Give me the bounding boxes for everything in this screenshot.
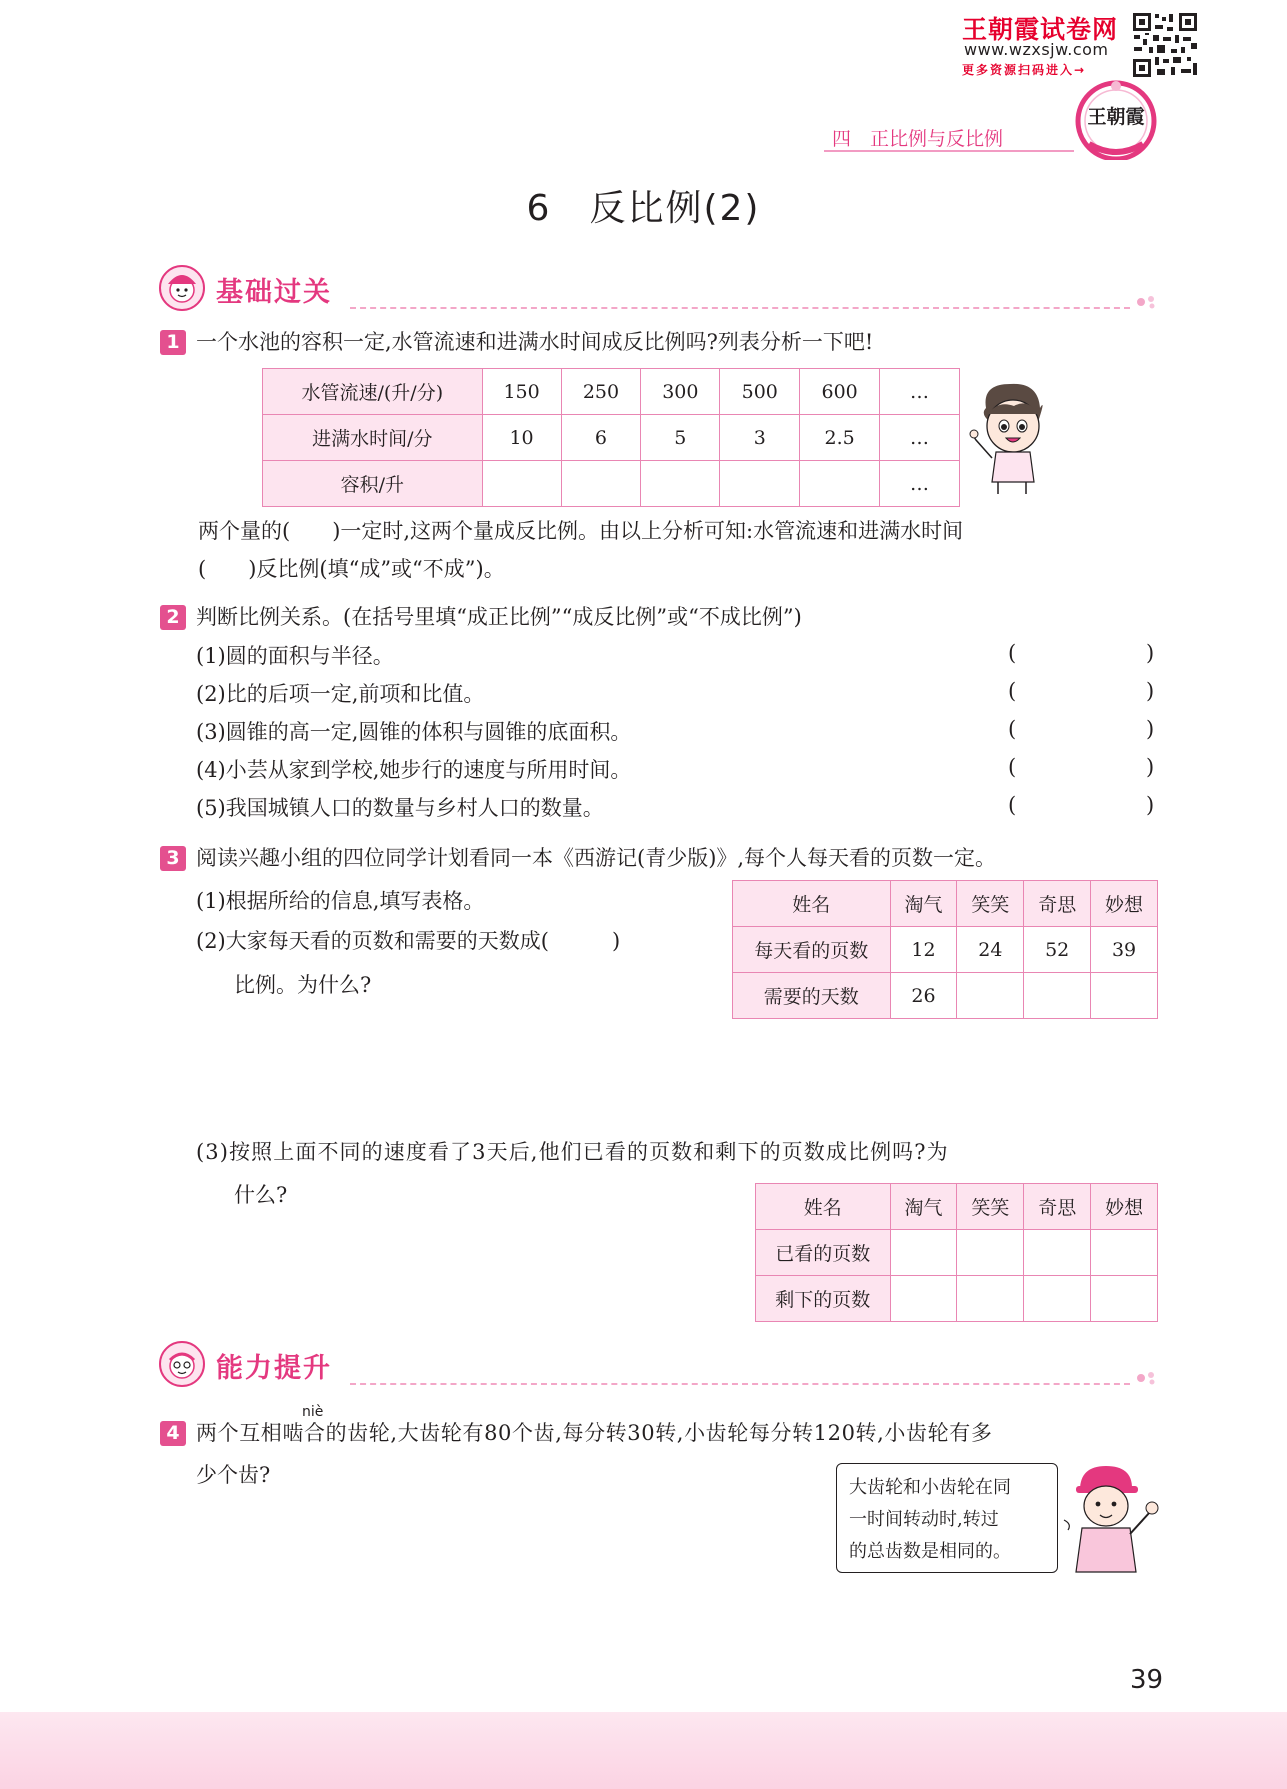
chapter-label: 四 正比例与反比例 [832, 128, 1004, 150]
answer-paren-open[interactable]: ( [1008, 679, 1017, 703]
section-title-advanced: 能力提升 [216, 1353, 332, 1384]
cartoon-worker-icon [1058, 1460, 1162, 1576]
answer-paren-close: ) [1146, 793, 1155, 817]
question-number-1: 1 [160, 330, 186, 355]
column-header: 奇思 [1024, 1184, 1091, 1230]
row-label: 剩下的页数 [756, 1276, 891, 1322]
answer-cell[interactable] [1091, 1230, 1158, 1276]
answer-cell[interactable] [890, 1276, 957, 1322]
table-row [756, 1230, 1158, 1276]
table-cell: 39 [1091, 927, 1158, 973]
answer-cell[interactable] [957, 1230, 1024, 1276]
answer-cell[interactable] [1091, 973, 1158, 1019]
q2-item-3: (3)圆锥的高一定,圆锥的体积与圆锥的底面积。 [196, 720, 632, 744]
answer-paren-close: ) [1146, 679, 1155, 703]
q3-table-2 [755, 1183, 1158, 1322]
table-cell: 150 [482, 369, 561, 415]
answer-cell[interactable] [957, 973, 1024, 1019]
q4-stem-line1: 两个互相啮合的齿轮,大齿轮有80个齿,每分转30转,小齿轮每分转120转,小齿轮有多 [196, 1421, 993, 1445]
q1-table [262, 368, 960, 507]
brand-url[interactable]: www.wzxsjw.com [964, 40, 1109, 59]
column-header: 奇思 [1024, 881, 1091, 927]
answer-cell[interactable] [1024, 1276, 1091, 1322]
column-header: 淘气 [890, 1184, 957, 1230]
q2-item-5: (5)我国城镇人口的数量与乡村人口的数量。 [196, 796, 604, 820]
answer-cell[interactable] [800, 461, 880, 507]
hint-line: 一时间转动时,转过 [849, 1509, 999, 1530]
column-header: 妙想 [1091, 1184, 1158, 1230]
row-label: 容积/升 [263, 461, 483, 507]
q1-stem: 一个水池的容积一定,水管流速和进满水时间成反比例吗?列表分析一下吧! [196, 330, 874, 354]
answer-cell[interactable] [957, 1276, 1024, 1322]
row-label: 需要的天数 [733, 973, 891, 1019]
table-cell: … [880, 369, 960, 415]
section-title-basic: 基础过关 [216, 277, 332, 308]
row-label: 已看的页数 [756, 1230, 891, 1276]
table-cell: 600 [800, 369, 880, 415]
q3-table-1 [732, 880, 1158, 1019]
decor-dots-icon [1136, 1371, 1158, 1385]
q2-item-1: (1)圆的面积与半径。 [196, 644, 394, 668]
brand-title: 王朝霞试卷网 [962, 15, 1119, 44]
column-header: 姓名 [733, 881, 891, 927]
answer-cell[interactable] [720, 461, 800, 507]
pinyin-annotation: niè [302, 1404, 324, 1420]
hint-line: 大齿轮和小齿轮在同 [849, 1477, 1011, 1498]
table-row [733, 927, 1158, 973]
table-cell: 24 [957, 927, 1024, 973]
q2-stem: 判断比例关系。(在括号里填“成正比例”“成反比例”或“不成比例”) [196, 605, 802, 629]
column-header: 笑笑 [957, 1184, 1024, 1230]
table-cell: 300 [641, 369, 720, 415]
brand-logo-text: 王朝霞 [1087, 106, 1145, 128]
q4-stem-line2: 少个齿? [196, 1463, 271, 1487]
answer-paren-open[interactable]: ( [1008, 755, 1017, 779]
row-label: 水管流速/(升/分) [263, 369, 483, 415]
hint-speech-bubble [836, 1463, 1058, 1573]
q2-item-2: (2)比的后项一定,前项和比值。 [196, 682, 485, 706]
column-header: 笑笑 [957, 881, 1024, 927]
table-cell: 5 [641, 415, 720, 461]
column-header: 姓名 [756, 1184, 891, 1230]
table-row [733, 973, 1158, 1019]
table-cell: 10 [482, 415, 561, 461]
cartoon-girl-icon [158, 264, 206, 312]
answer-cell[interactable] [1024, 1230, 1091, 1276]
table-row [263, 415, 960, 461]
table-cell: 52 [1024, 927, 1091, 973]
answer-paren-open[interactable]: ( [1008, 793, 1017, 817]
q3-sub3-line1: (3)按照上面不同的速度看了3天后,他们已看的页数和剩下的页数成比例吗?为 [196, 1140, 949, 1164]
q3-stem: 阅读兴趣小组的四位同学计划看同一本《西游记(青少版)》,每个人每天看的页数一定。 [196, 846, 997, 870]
table-cell: 2.5 [800, 415, 880, 461]
column-header: 妙想 [1091, 881, 1158, 927]
answer-paren-open[interactable]: ( [1008, 641, 1017, 665]
table-cell: 6 [561, 415, 641, 461]
table-cell: 500 [720, 369, 800, 415]
answer-paren-close: ) [1146, 755, 1155, 779]
row-label: 每天看的页数 [733, 927, 891, 973]
answer-paren-open[interactable]: ( [1008, 717, 1017, 741]
question-number-2: 2 [160, 605, 186, 630]
answer-cell[interactable] [641, 461, 720, 507]
table-row [263, 461, 960, 507]
qr-code-icon[interactable] [1131, 11, 1199, 79]
table-cell: 250 [561, 369, 641, 415]
answer-cell[interactable] [561, 461, 641, 507]
q3-sub2-line1: (2)大家每天看的页数和需要的天数成( ) [196, 929, 621, 953]
q2-item-4: (4)小芸从家到学校,她步行的速度与所用时间。 [196, 758, 632, 782]
question-number-4: 4 [160, 1421, 186, 1446]
column-header: 淘气 [890, 881, 957, 927]
table-row [263, 369, 960, 415]
table-row [756, 1276, 1158, 1322]
answer-cell[interactable] [482, 461, 561, 507]
answer-cell[interactable] [890, 1230, 957, 1276]
section-divider [350, 307, 1130, 309]
lesson-title: 6 反比例(2) [526, 188, 761, 229]
section-divider [350, 1383, 1130, 1385]
answer-paren-close: ) [1146, 641, 1155, 665]
answer-paren-close: ) [1146, 717, 1155, 741]
hint-line: 的总齿数是相同的。 [849, 1541, 1011, 1562]
table-cell: … [880, 461, 960, 507]
q3-sub3-line2: 什么? [234, 1183, 288, 1207]
chapter-underline [824, 150, 1074, 152]
cartoon-grandpa-icon [158, 1340, 206, 1388]
brand-scan-hint: 更多资源扫码进入→ [962, 63, 1087, 77]
page-number: 39 [1130, 1665, 1164, 1695]
answer-cell[interactable] [1024, 973, 1091, 1019]
answer-cell[interactable] [1091, 1276, 1158, 1322]
cartoon-boy-icon [968, 378, 1058, 496]
table-cell: 12 [890, 927, 957, 973]
question-number-3: 3 [160, 846, 186, 871]
q1-conclusion-line2: ( )反比例(填“成”或“不成”)。 [198, 557, 505, 581]
decor-dots-icon [1136, 295, 1158, 309]
table-header-row [733, 881, 1158, 927]
row-label: 进满水时间/分 [263, 415, 483, 461]
table-cell: 3 [720, 415, 800, 461]
q1-conclusion-line1: 两个量的( )一定时,这两个量成反比例。由以上分析可知:水管流速和进满水时间 [198, 519, 964, 543]
q3-sub1: (1)根据所给的信息,填写表格。 [196, 889, 485, 913]
table-cell: 26 [890, 973, 957, 1019]
footer-band [0, 1712, 1287, 1789]
q3-sub2-line2: 比例。为什么? [234, 973, 372, 997]
table-cell: … [880, 415, 960, 461]
table-header-row [756, 1184, 1158, 1230]
